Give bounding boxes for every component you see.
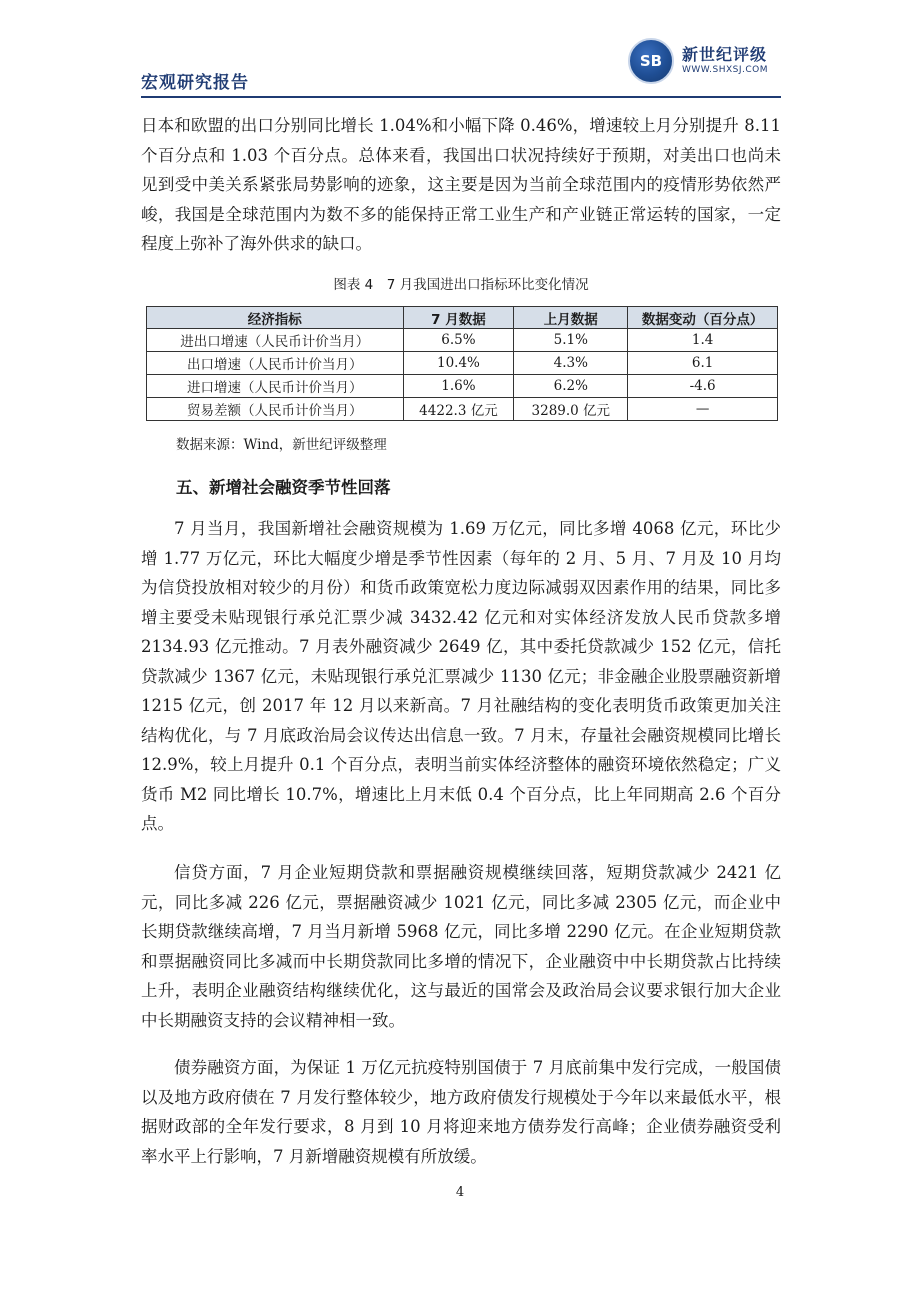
paragraph-bond-financing: 债券融资方面，为保证 1 万亿元抗疫特别国债于 7 月底前集中发行完成，一般国债以及地方政府债在 7 月发行整体较少，地方政府债发行规模处于今年以来最低水平，根据财政部的全年发行要求，8 月到 10 月将迎来地方债券发行高峰；企业债券融资受利率水平上行影响，7 月新增融资规模有所放缓。	[141, 1058, 781, 1166]
paragraph-credit: 信贷方面，7 月企业短期贷款和票据融资规模继续回落，短期贷款减少 2421 亿元，同比多减 226 亿元，票据融资减少 1021 亿元，同比多减 2305 亿元，而企业中长期贷款继续高增，7 月当月新增 5968 亿元，同比多增 2290 亿元。在企业短期贷款和票据融资同比多减而中长期贷款同比多增的情况下，企业融资中中长期贷款占比持续上升，表明企业融资结构继续优化，这与最近的国常会及政治局会议要求银行加大企业中长期融资支持的会议精神相一致。	[141, 863, 781, 1030]
company-logo	[628, 38, 788, 86]
section-heading: 五、新增社会融资季节性回落	[176, 478, 391, 497]
table-cell: -4.6	[628, 375, 778, 398]
paragraph-export-summary: 日本和欧盟的出口分别同比增长 1.04%和小幅下降 0.46%，增速较上月分别提升 8.11 个百分点和 1.03 个百分点。总体来看，我国出口状况持续好于预期，对美出口也尚未见到受中美关系紧张局势影响的迹象，这主要是因为当前全球范围内的疫情形势依然严峻，我国是全球范围内为数不多的能保持正常工业生产和产业链正常运转的国家，一定程度上弥补了海外供求的缺口。	[141, 116, 781, 253]
column-header: 7 月数据	[403, 307, 514, 329]
table-cell: 出口增速（人民币计价当月）	[147, 352, 404, 375]
table-cell: 5.1%	[514, 329, 628, 352]
table-header-row	[147, 307, 778, 329]
table-cell: 4.3%	[514, 352, 628, 375]
table-cell: 1.4	[628, 329, 778, 352]
page-number: 4	[455, 1185, 465, 1200]
import-export-table	[146, 306, 778, 421]
logo-company-name: 新世纪评级	[682, 45, 768, 64]
paragraph-social-financing: 7 月当月，我国新增社会融资规模为 1.69 万亿元，同比多增 4068 亿元，环比少增 1.77 万亿元，环比大幅度少增是季节性因素（每年的 2 月、5 月、7 月及 10 月均为信贷投放相对较少的月份）和货币政策宽松力度边际减弱双因素作用的结果，同比多增主要受未贴现银行承兑汇票少减 3432.42 亿元和对实体经济发放人民币贷款多增 2134.93 亿元推动。7 月表外融资减少 2649 亿，其中委托贷款减少 152 亿元，信托贷款减少 1367 亿元，未贴现银行承兑汇票减少 1130 亿元；非金融企业股票融资新增 1215 亿元，创 2017 年 12 月以来新高。7 月社融结构的变化表明货币政策更加关注结构优化，与 7 月底政治局会议传达出信息一致。7 月末，存量社会融资规模同比增长 12.9%，较上月提升 0.1 个百分点，表明当前实体经济整体的融资环境依然稳定；广义货币 M2 同比增长 10.7%，增速比上月末低 0.4 个百分点，比上年同期高 2.6 个百分点。	[141, 519, 781, 833]
table-cell: 进出口增速（人民币计价当月）	[147, 329, 404, 352]
table-row	[147, 398, 778, 421]
logo-website: WWW.SHXSJ.COM	[682, 65, 769, 75]
table-cell: 10.4%	[403, 352, 514, 375]
column-header: 数据变动（百分点）	[628, 307, 778, 329]
report-type-title: 宏观研究报告	[141, 73, 249, 93]
table-cell: 进口增速（人民币计价当月）	[147, 375, 404, 398]
table-cell: 6.2%	[514, 375, 628, 398]
table-row	[147, 329, 778, 352]
table-caption: 图表 4 7 月我国进出口指标环比变化情况	[333, 277, 589, 293]
header-divider	[141, 96, 781, 98]
table-cell: 贸易差额（人民币计价当月）	[147, 398, 404, 421]
column-header: 上月数据	[514, 307, 628, 329]
table-row	[147, 352, 778, 375]
table-row	[147, 375, 778, 398]
logo-emblem-icon	[628, 38, 674, 84]
table-source-note: 数据来源：Wind，新世纪评级整理	[176, 437, 387, 453]
table-cell: —	[628, 398, 778, 421]
table-cell: 6.5%	[403, 329, 514, 352]
logo-mark: SB	[639, 52, 663, 70]
table-cell: 3289.0 亿元	[514, 398, 628, 421]
table-cell: 1.6%	[403, 375, 514, 398]
column-header: 经济指标	[147, 307, 404, 329]
table-cell: 4422.3 亿元	[403, 398, 514, 421]
table-cell: 6.1	[628, 352, 778, 375]
